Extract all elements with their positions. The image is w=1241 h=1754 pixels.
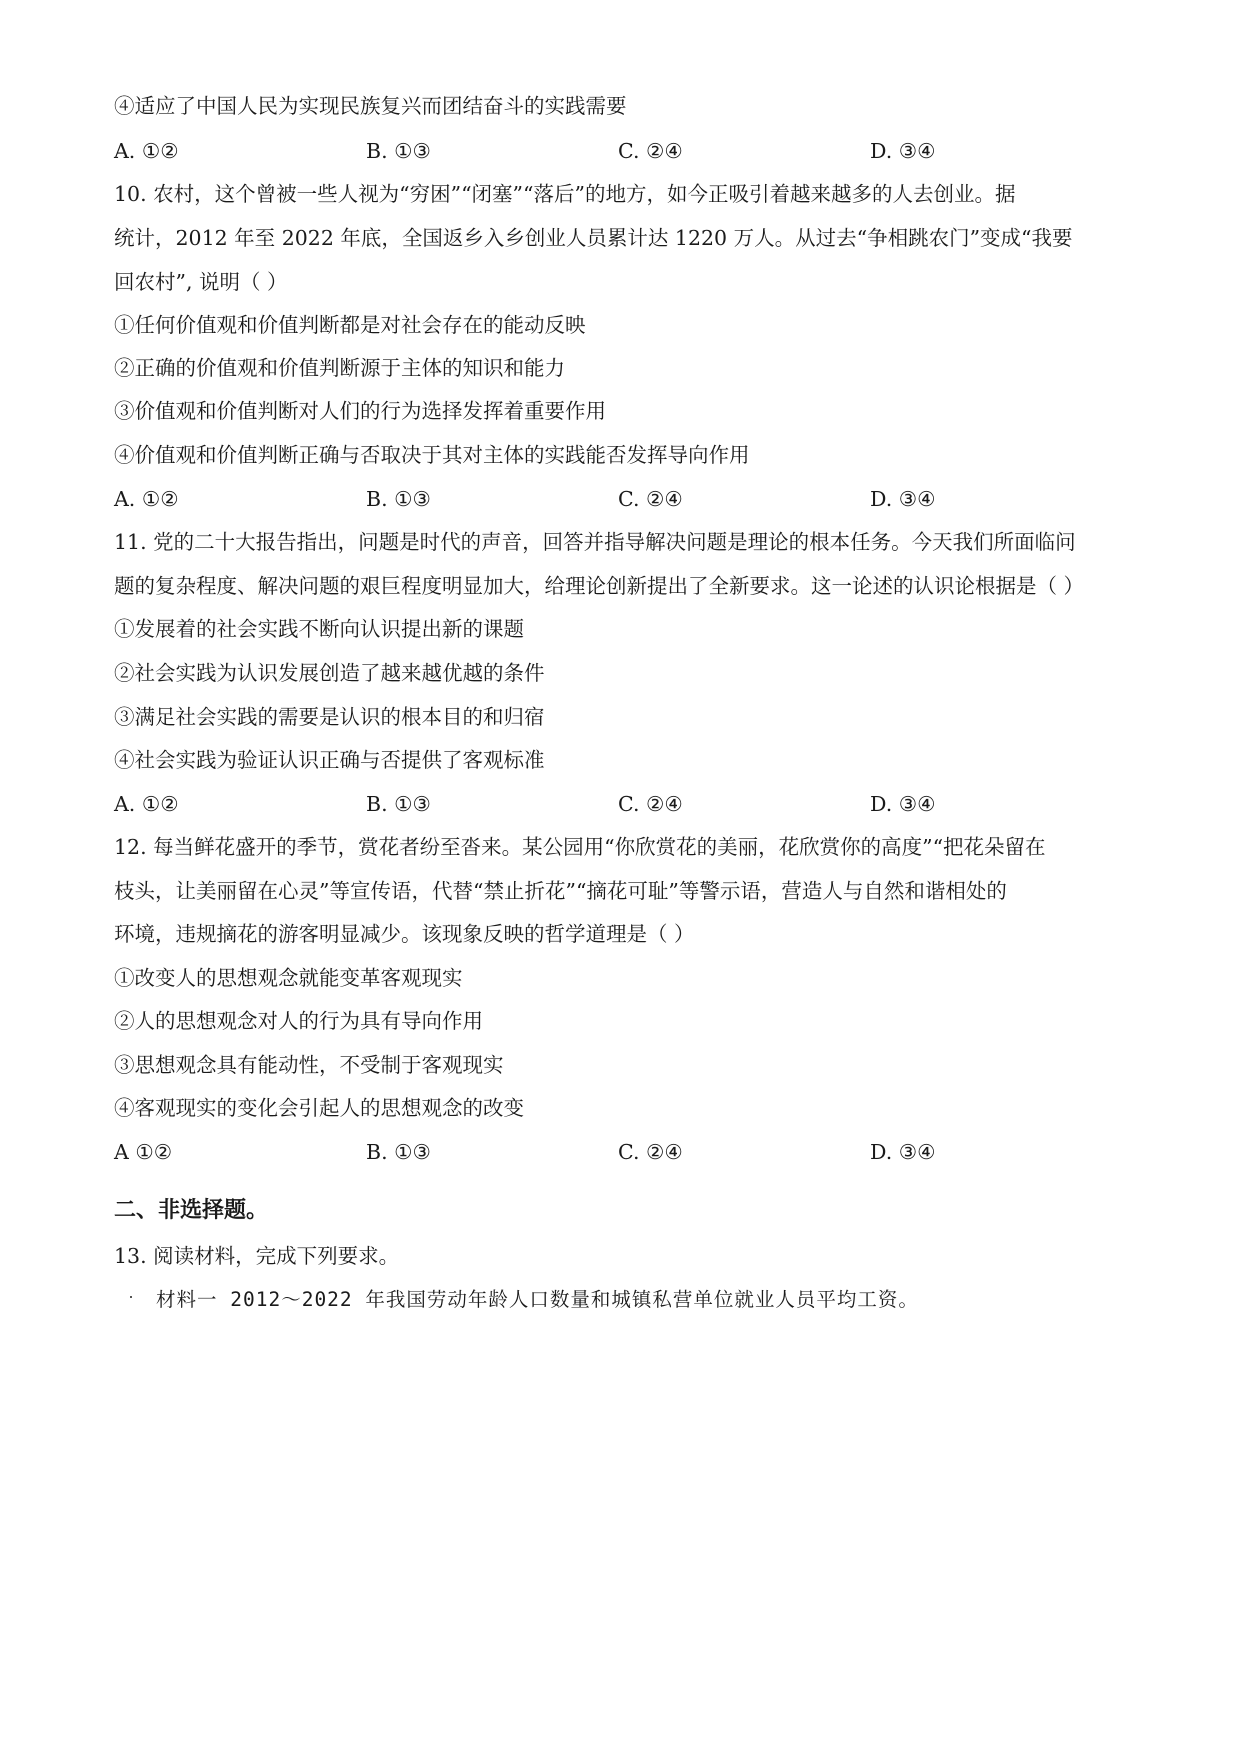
q9-option-c[interactable]: C. ②④	[618, 139, 683, 163]
q9-options	[114, 137, 1154, 165]
q10-stem-line-2: 统计，2012 年至 2022 年底，全国返乡入乡创业人员累计达 1220 万人。从过去“争相跳农门”变成“我要	[114, 226, 1073, 250]
q13-material-1: 材料一 2012～2022 年我国劳动年龄人口数量和城镇私营单位就业人员平均工资。	[156, 1288, 919, 1311]
q12-option-d[interactable]: D. ③④	[870, 1140, 936, 1164]
q12-options	[114, 1138, 1154, 1166]
q10-options	[114, 485, 1154, 513]
q9-option-d[interactable]: D. ③④	[870, 139, 936, 163]
q11-option-b[interactable]: B. ①③	[366, 792, 431, 816]
q10-option-b[interactable]: B. ①③	[366, 487, 431, 511]
q9-option-a[interactable]: A. ①②	[114, 139, 179, 163]
q11-option-a[interactable]: A. ①②	[114, 792, 179, 816]
q12-option-c[interactable]: C. ②④	[618, 1140, 683, 1164]
q12-item-3: ③思想观念具有能动性，不受制于客观现实	[114, 1053, 504, 1077]
q10-stem-line-1: 10. 农村，这个曾被一些人视为“穷困”“闭塞”“落后”的地方，如今正吸引着越来越多的人去创业。据	[114, 182, 1016, 206]
q10-item-1: ①任何价值观和价值判断都是对社会存在的能动反映	[114, 313, 586, 337]
q11-options	[114, 790, 1154, 818]
q11-item-4: ④社会实践为验证认识正确与否提供了客观标准	[114, 748, 545, 772]
q11-item-3: ③满足社会实践的需要是认识的根本目的和归宿	[114, 705, 545, 729]
section-heading: 二、非选择题。	[114, 1198, 269, 1223]
q12-option-b[interactable]: B. ①③	[366, 1140, 431, 1164]
q12-stem-line-1: 12. 每当鲜花盛开的季节，赏花者纷至沓来。某公园用“你欣赏花的美丽，花欣赏你的高度”“把花朵留在	[114, 835, 1046, 859]
q9-item-4: ④适应了中国人民为实现民族复兴而团结奋斗的实践需要	[114, 94, 627, 118]
q12-item-1: ①改变人的思想观念就能变革客观现实	[114, 966, 463, 990]
q12-stem-line-2: 枝头，让美丽留在心灵”等宣传语，代替“禁止折花”“摘花可耻”等警示语，营造人与自然和谐相处的	[114, 879, 1007, 903]
q10-item-2: ②正确的价值观和价值判断源于主体的知识和能力	[114, 356, 565, 380]
q11-option-c[interactable]: C. ②④	[618, 792, 683, 816]
q10-option-d[interactable]: D. ③④	[870, 487, 936, 511]
q9-option-b[interactable]: B. ①③	[366, 139, 431, 163]
stray-dot-mark	[130, 1296, 132, 1298]
q11-stem-line-2: 题的复杂程度、解决问题的艰巨程度明显加大，给理论创新提出了全新要求。这一论述的认识论根据是（ ）	[114, 574, 1085, 598]
q10-stem-line-3: 回农村”, 说明（ ）	[114, 270, 288, 294]
q11-stem-line-1: 11. 党的二十大报告指出，问题是时代的声音，回答并指导解决问题是理论的根本任务。今天我们所面临问	[114, 530, 1076, 554]
q10-item-4: ④价值观和价值判断正确与否取决于其对主体的实践能否发挥导向作用	[114, 443, 750, 467]
q10-option-a[interactable]: A. ①②	[114, 487, 179, 511]
q10-item-3: ③价值观和价值判断对人们的行为选择发挥着重要作用	[114, 399, 606, 423]
q11-item-1: ①发展着的社会实践不断向认识提出新的课题	[114, 617, 524, 641]
q11-option-d[interactable]: D. ③④	[870, 792, 936, 816]
q13-stem: 13. 阅读材料，完成下列要求。	[114, 1244, 400, 1268]
q12-stem-line-3: 环境，违规摘花的游客明显减少。该现象反映的哲学道理是（ ）	[114, 922, 695, 946]
q11-item-2: ②社会实践为认识发展创造了越来越优越的条件	[114, 661, 545, 685]
q12-item-4: ④客观现实的变化会引起人的思想观念的改变	[114, 1096, 524, 1120]
q10-option-c[interactable]: C. ②④	[618, 487, 683, 511]
q12-option-a[interactable]: A ①②	[114, 1140, 173, 1164]
q12-item-2: ②人的思想观念对人的行为具有导向作用	[114, 1009, 483, 1033]
